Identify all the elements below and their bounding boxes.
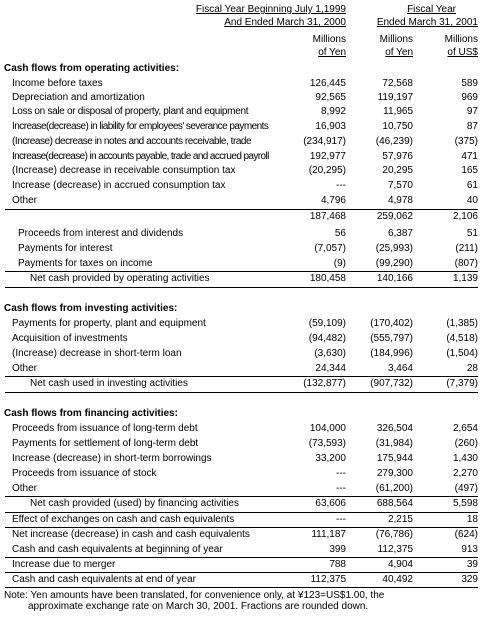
footnote-line1: Note: Yen amounts have been translated, for convenience only, at ¥123=US$1.00, the bbox=[4, 590, 385, 601]
table-row bbox=[0, 528, 483, 542]
table-row bbox=[0, 257, 483, 271]
value-fy2001-yen: 140,166 bbox=[376, 273, 413, 284]
col3-unit-usd: of US$ bbox=[447, 47, 478, 58]
value-fy2001-usd: 1,430 bbox=[452, 453, 478, 464]
value-fy2000-yen: --- bbox=[336, 514, 346, 525]
value-fy2001-yen: 119,197 bbox=[377, 92, 413, 103]
row-label: Net cash provided (used) by financing activities bbox=[30, 498, 239, 509]
table-row bbox=[0, 105, 483, 119]
footnote bbox=[4, 590, 480, 612]
row-label: Other bbox=[12, 363, 38, 374]
table-row-subtotal bbox=[0, 210, 483, 224]
row-label: Depreciation and amortization bbox=[12, 92, 145, 103]
table-row bbox=[0, 227, 483, 241]
value-fy2001-usd: 2,270 bbox=[452, 468, 478, 479]
value-fy2000-yen: 126,445 bbox=[309, 78, 346, 89]
value-fy2000-yen: 33,200 bbox=[315, 453, 346, 464]
value-fy2001-yen: 279,300 bbox=[376, 468, 413, 479]
value-fy2001-yen: 4,978 bbox=[387, 195, 413, 206]
value-fy2001-usd: (624) bbox=[454, 529, 478, 540]
row-label: Loss on sale or disposal of property, plant and equipment bbox=[12, 106, 249, 117]
value-fy2000-yen: 24,344 bbox=[315, 363, 346, 374]
value-fy2001-usd: 1,139 bbox=[452, 273, 478, 284]
row-label: Net increase (decrease) in cash and cash equivalents bbox=[12, 529, 250, 540]
value-fy2001-usd: (4,518) bbox=[446, 333, 478, 344]
table-row bbox=[0, 242, 483, 256]
value-fy2001-yen: (170,402) bbox=[370, 318, 413, 329]
value-fy2001-yen: 259,062 bbox=[376, 211, 413, 222]
value-fy2001-usd: 2,106 bbox=[452, 211, 478, 222]
value-fy2000-yen: 16,903 bbox=[315, 121, 346, 132]
value-fy2001-yen: 7,570 bbox=[387, 180, 413, 191]
col2-unit-yen: of Yen bbox=[385, 47, 413, 58]
value-fy2000-yen: 92,565 bbox=[315, 92, 346, 103]
value-fy2000-yen: --- bbox=[336, 180, 346, 191]
table-row bbox=[0, 120, 483, 134]
value-fy2000-yen: --- bbox=[336, 468, 346, 479]
value-fy2001-yen: (76,786) bbox=[375, 529, 413, 540]
row-label: Cash and cash equivalents at beginning of year bbox=[12, 544, 223, 555]
value-fy2000-yen: 8,992 bbox=[320, 106, 346, 117]
row-label: (Increase) decrease in receivable consumption tax bbox=[12, 165, 236, 176]
col3-unit-millions: Millions bbox=[444, 34, 478, 45]
divider bbox=[5, 392, 478, 393]
value-fy2000-yen: (234,917) bbox=[303, 136, 346, 147]
divider bbox=[5, 287, 478, 288]
value-fy2001-yen: (555,797) bbox=[370, 333, 413, 344]
row-label: Other bbox=[12, 483, 38, 494]
table-row bbox=[0, 150, 483, 164]
fy2000-header-line2: And Ended March 31, 2000 bbox=[224, 17, 346, 28]
value-fy2000-yen: 192,977 bbox=[309, 151, 346, 162]
table-row bbox=[0, 467, 483, 481]
table-row bbox=[0, 164, 483, 178]
value-fy2001-usd: (375) bbox=[454, 136, 478, 147]
investing-section-title: Cash flows from investing activities: bbox=[4, 303, 178, 314]
value-fy2001-usd: 87 bbox=[466, 121, 478, 132]
table-row bbox=[0, 91, 483, 105]
value-fy2000-yen: 63,606 bbox=[315, 498, 346, 509]
table-row bbox=[0, 77, 483, 91]
value-fy2001-yen: (184,996) bbox=[370, 348, 413, 359]
table-row bbox=[0, 482, 483, 496]
value-fy2000-yen: (132,877) bbox=[303, 378, 346, 389]
col1-unit-yen: of Yen bbox=[318, 47, 346, 58]
value-fy2001-usd: 28 bbox=[466, 363, 478, 374]
value-fy2001-yen: 11,965 bbox=[383, 106, 413, 117]
value-fy2001-usd: 5,598 bbox=[452, 498, 478, 509]
row-label: Increase (decrease) in accrued consumption tax bbox=[12, 180, 226, 191]
row-label: Payments for property, plant and equipment bbox=[12, 318, 206, 329]
value-fy2000-yen: (7,057) bbox=[314, 243, 346, 254]
value-fy2001-usd: 589 bbox=[461, 78, 478, 89]
fy2001-header-line1: Fiscal Year bbox=[407, 4, 456, 15]
value-fy2000-yen: 187,468 bbox=[309, 211, 346, 222]
value-fy2000-yen: (3,630) bbox=[314, 348, 346, 359]
value-fy2001-usd: 39 bbox=[466, 559, 478, 570]
value-fy2000-yen: 111,187 bbox=[311, 529, 346, 540]
value-fy2001-yen: (46,239) bbox=[375, 136, 413, 147]
fy2001-header-line2: Ended March 31, 2001 bbox=[376, 17, 478, 28]
col1-unit-millions: Millions bbox=[312, 34, 346, 45]
value-fy2001-yen: (99,290) bbox=[375, 258, 413, 269]
table-row bbox=[0, 437, 483, 451]
value-fy2001-usd: 97 bbox=[466, 106, 478, 117]
row-label: Increase(decrease) in accounts payable, trade and accrued payroll bbox=[12, 151, 269, 162]
value-fy2001-yen: 688,564 bbox=[376, 498, 413, 509]
row-label: Other bbox=[12, 195, 38, 206]
value-fy2001-yen: 10,750 bbox=[382, 121, 413, 132]
value-fy2001-yen: 72,568 bbox=[382, 78, 413, 89]
table-row-total bbox=[0, 377, 483, 391]
table-row bbox=[0, 513, 483, 527]
value-fy2001-usd: (497) bbox=[454, 483, 478, 494]
row-label: Acquisition of investments bbox=[12, 333, 128, 344]
value-fy2001-usd: (1,385) bbox=[446, 318, 478, 329]
value-fy2001-yen: (61,200) bbox=[375, 483, 413, 494]
col2-unit-millions: Millions bbox=[379, 34, 413, 45]
financing-section-title: Cash flows from financing activities: bbox=[4, 408, 178, 419]
row-label: Payments for taxes on income bbox=[18, 258, 153, 269]
row-label: Payments for interest bbox=[18, 243, 113, 254]
row-label: Proceeds from interest and dividends bbox=[18, 228, 184, 239]
value-fy2000-yen: 112,375 bbox=[310, 574, 346, 585]
value-fy2000-yen: 104,000 bbox=[309, 423, 346, 434]
row-label: Cash and cash equivalents at end of year bbox=[12, 574, 197, 585]
value-fy2001-usd: 61 bbox=[466, 180, 478, 191]
table-row bbox=[0, 558, 483, 572]
value-fy2001-usd: 969 bbox=[461, 92, 478, 103]
value-fy2001-yen: 2,215 bbox=[387, 514, 413, 525]
value-fy2001-usd: 329 bbox=[461, 574, 478, 585]
value-fy2000-yen: 4,796 bbox=[320, 195, 346, 206]
table-row bbox=[0, 543, 483, 557]
value-fy2001-usd: (1,504) bbox=[446, 348, 478, 359]
footnote-line2: approximate exchange rate on March 30, 2001. Fractions are rounded down. bbox=[28, 601, 369, 612]
divider bbox=[5, 587, 478, 588]
value-fy2000-yen: 788 bbox=[329, 559, 346, 570]
value-fy2001-usd: (260) bbox=[454, 438, 478, 449]
row-label: Proceeds from issuance of stock bbox=[12, 468, 157, 479]
value-fy2001-usd: (211) bbox=[455, 243, 478, 254]
row-label: Proceeds from issuance of long-term debt bbox=[12, 423, 198, 434]
value-fy2000-yen: 180,458 bbox=[309, 273, 346, 284]
value-fy2001-usd: 51 bbox=[466, 228, 478, 239]
value-fy2001-yen: 4,904 bbox=[387, 559, 413, 570]
value-fy2001-yen: 40,492 bbox=[382, 574, 413, 585]
value-fy2001-usd: 18 bbox=[466, 514, 478, 525]
value-fy2001-yen: 57,976 bbox=[382, 151, 413, 162]
row-label: Payments for settlement of long-term debt bbox=[12, 438, 199, 449]
table-row bbox=[0, 179, 483, 193]
value-fy2001-usd: (7,379) bbox=[446, 378, 478, 389]
table-row bbox=[0, 194, 483, 208]
value-fy2001-yen: (31,984) bbox=[375, 438, 413, 449]
table-row bbox=[0, 422, 483, 436]
value-fy2000-yen: 56 bbox=[334, 228, 346, 239]
value-fy2001-usd: 40 bbox=[466, 195, 478, 206]
table-row-total bbox=[0, 497, 483, 511]
value-fy2001-yen: 3,464 bbox=[387, 363, 413, 374]
row-label: Net cash used in investing activities bbox=[30, 378, 188, 389]
value-fy2001-yen: 112,375 bbox=[377, 544, 413, 555]
value-fy2000-yen: (59,109) bbox=[308, 318, 346, 329]
value-fy2001-yen: 20,295 bbox=[382, 165, 413, 176]
value-fy2000-yen: (20,295) bbox=[308, 165, 346, 176]
table-row bbox=[0, 135, 483, 149]
table-row-total bbox=[0, 573, 483, 587]
row-label: Increase due to merger bbox=[12, 559, 116, 570]
value-fy2001-usd: 165 bbox=[461, 165, 478, 176]
value-fy2001-usd: (807) bbox=[454, 258, 478, 269]
fy2000-header-line1: Fiscal Year Beginning July 1,1999 bbox=[195, 4, 346, 15]
value-fy2000-yen: 399 bbox=[329, 544, 346, 555]
operating-section-title: Cash flows from operating activities: bbox=[4, 63, 180, 74]
value-fy2001-yen: (25,993) bbox=[375, 243, 413, 254]
table-row bbox=[0, 317, 483, 331]
table-row bbox=[0, 347, 483, 361]
row-label: (Increase) decrease in short-term loan bbox=[12, 348, 182, 359]
value-fy2000-yen: (73,593) bbox=[308, 438, 346, 449]
value-fy2001-yen: 175,944 bbox=[376, 453, 413, 464]
row-label: (Increase) decrease in notes and accounts receivable, trade bbox=[12, 136, 252, 147]
row-label: Net cash provided by operating activities bbox=[30, 273, 210, 284]
value-fy2001-yen: (907,732) bbox=[370, 378, 413, 389]
row-label: Increase(decrease) in liability for employees' severance payments bbox=[12, 121, 269, 132]
table-row bbox=[0, 452, 483, 466]
value-fy2000-yen: (94,482) bbox=[308, 333, 346, 344]
value-fy2001-yen: 326,504 bbox=[376, 423, 413, 434]
value-fy2000-yen: --- bbox=[336, 483, 346, 494]
row-label: Effect of exchanges on cash and cash equivalents bbox=[12, 514, 235, 525]
table-row-total bbox=[0, 272, 483, 286]
table-row bbox=[0, 332, 483, 346]
value-fy2001-yen: 6,387 bbox=[387, 228, 413, 239]
value-fy2000-yen: (9) bbox=[333, 258, 346, 269]
table-row bbox=[0, 362, 483, 376]
value-fy2001-usd: 471 bbox=[461, 151, 478, 162]
row-label: Income before taxes bbox=[12, 78, 103, 89]
value-fy2001-usd: 913 bbox=[461, 544, 478, 555]
value-fy2001-usd: 2,654 bbox=[452, 423, 478, 434]
row-label: Increase (decrease) in short-term borrowings bbox=[12, 453, 212, 464]
